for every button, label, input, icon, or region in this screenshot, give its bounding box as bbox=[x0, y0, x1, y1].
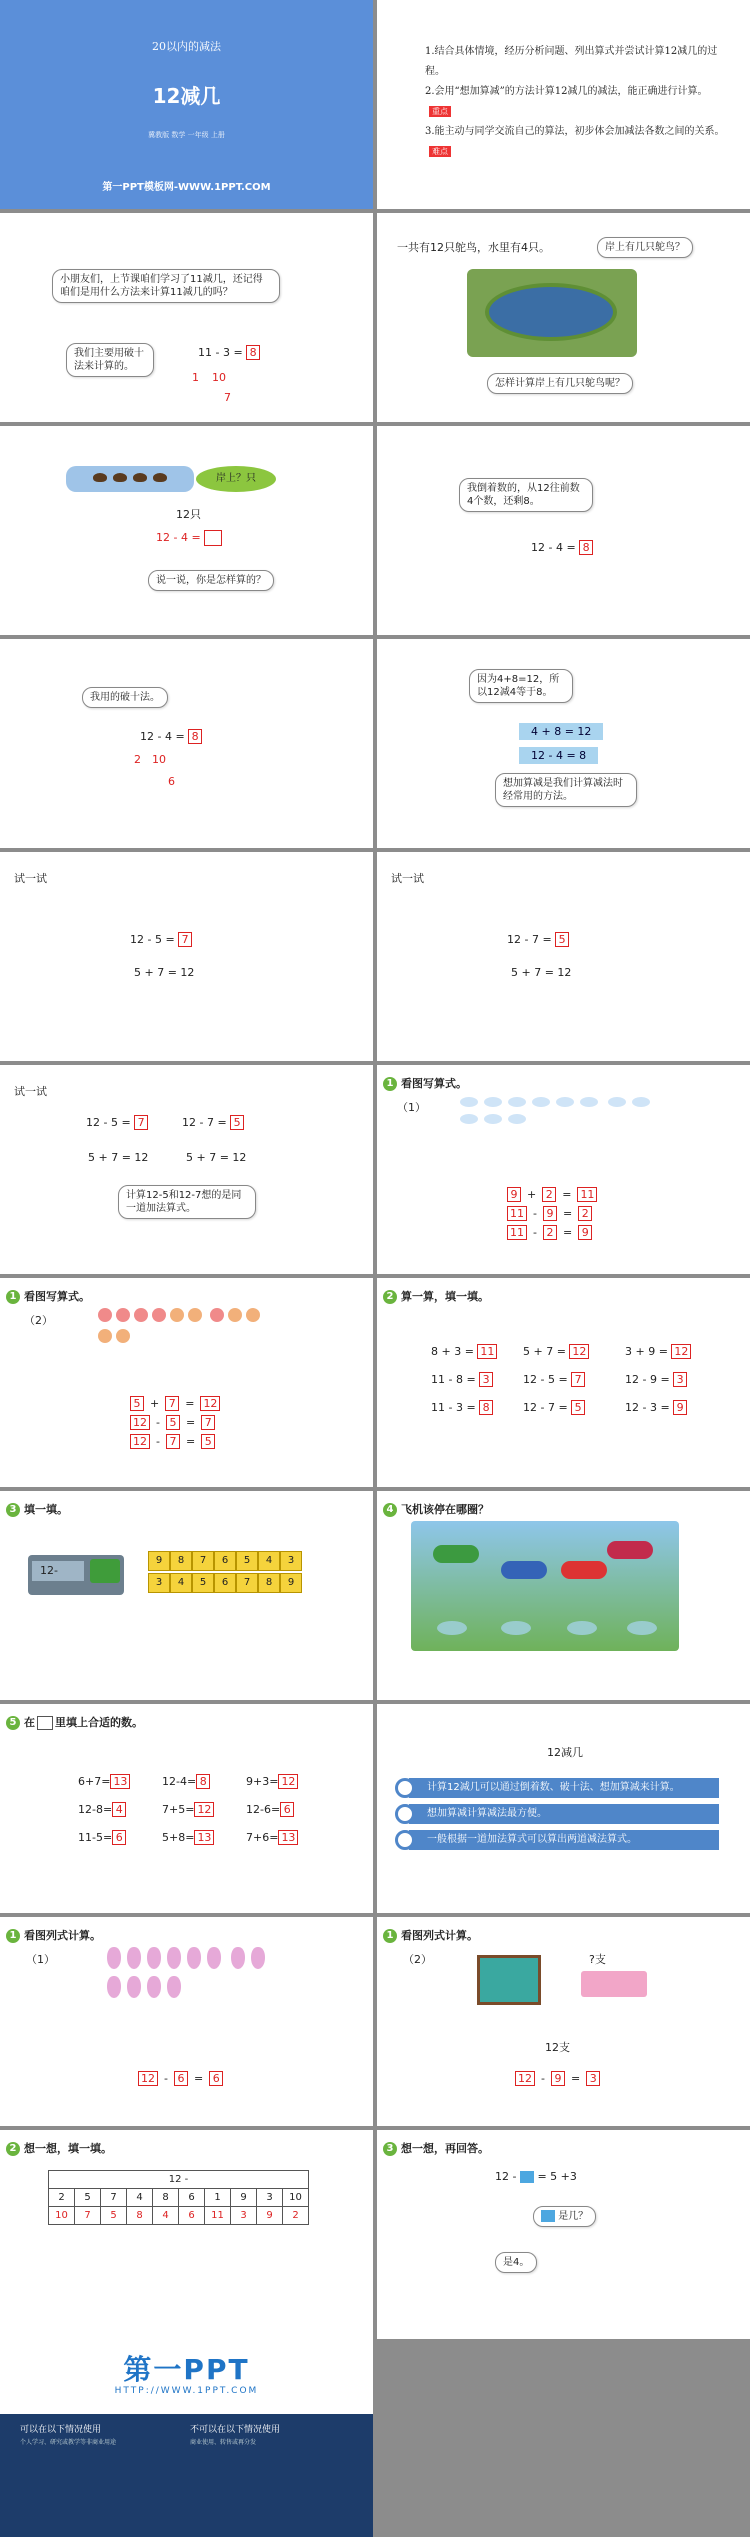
table-cell: 7 bbox=[101, 2189, 127, 2207]
try-eq-2: 5 + 7 = 12 bbox=[511, 966, 572, 979]
count-back-result: 8 bbox=[579, 540, 593, 555]
answer-box: 9 bbox=[543, 1206, 557, 1221]
count-back-equation: 12 - 4 = 8 bbox=[531, 540, 593, 555]
answer-box: 2 bbox=[578, 1206, 592, 1221]
slide-goals bbox=[377, 0, 750, 209]
review-result: 8 bbox=[246, 345, 260, 360]
count-back-bubble: 我倒着数的，从12往前数4个数，还剩8。 bbox=[459, 478, 593, 512]
table-cell: 11 bbox=[205, 2207, 231, 2225]
operator: = bbox=[570, 2072, 581, 2085]
answer-box: 11 bbox=[577, 1187, 597, 1202]
operator: = bbox=[562, 1188, 572, 1201]
cover-site: 第一PPT模板网-WWW.1PPT.COM bbox=[102, 182, 271, 193]
equation-rows bbox=[130, 1392, 220, 1453]
answer-box: 13 bbox=[278, 1830, 298, 1845]
cube-cell: 7 bbox=[192, 1551, 214, 1571]
shore-label: 岸上？只 bbox=[196, 466, 276, 492]
answer-box: 12 bbox=[278, 1774, 298, 1789]
answer-box: 12 bbox=[200, 1396, 220, 1411]
try-heading: 试一试 bbox=[391, 872, 424, 885]
total-label: 12支 bbox=[545, 2041, 570, 2054]
try-heading: 试一试 bbox=[14, 872, 47, 885]
pencil-box-picture bbox=[477, 1955, 541, 2005]
answer-bubble: 是4。 bbox=[495, 2252, 537, 2273]
answer-box: 13 bbox=[110, 1774, 130, 1789]
table-cell: 8 bbox=[153, 2189, 179, 2207]
key-point-flag: 重点 bbox=[429, 106, 451, 117]
answer-box: 11 bbox=[507, 1206, 527, 1221]
table-cell: 5 bbox=[101, 2207, 127, 2225]
answer-box: 8 bbox=[479, 1400, 493, 1415]
answer-box: 6 bbox=[280, 1802, 294, 1817]
cube-row-bottom bbox=[148, 1573, 302, 1593]
equation-row bbox=[507, 1225, 597, 1240]
goal-item-3: 3.能主动与同学交流自己的算法，初步体会加减法各数之间的关系。难点 bbox=[425, 126, 725, 156]
part-label: （2） bbox=[24, 1314, 53, 1327]
answer-box: 7 bbox=[571, 1372, 585, 1387]
fill-item: 9+3= 12 bbox=[246, 1774, 298, 1789]
student-bubble: 我们主要用破十法来计算的。 bbox=[66, 343, 154, 377]
cube-cell: 9 bbox=[148, 1551, 170, 1571]
cube-cell: 4 bbox=[170, 1573, 192, 1593]
shore-equation: 12 - 4 = bbox=[156, 530, 222, 546]
table-cell: 5 bbox=[75, 2189, 101, 2207]
cube-cell: 6 bbox=[214, 1551, 236, 1571]
fill-item: 7+5= 12 bbox=[162, 1802, 214, 1817]
answer-box: 7 bbox=[165, 1396, 179, 1411]
footer-logo: 第一PPT bbox=[123, 2353, 250, 2386]
cover-meta: 冀教版 数学 一年级 上册 bbox=[148, 131, 225, 139]
summary-dot-3 bbox=[395, 1830, 415, 1850]
cube-cell: 8 bbox=[170, 1551, 192, 1571]
goal-list bbox=[425, 42, 725, 162]
slide-practice-3 bbox=[377, 2130, 750, 2339]
answer-box: 7 bbox=[166, 1434, 180, 1449]
review-equation: 11 - 3 = 8 bbox=[198, 345, 260, 360]
exercise-heading: 2 想一想，填一填。 bbox=[6, 2140, 112, 2156]
equation-rows bbox=[507, 1183, 597, 1244]
answer-box: 3 bbox=[479, 1372, 493, 1387]
slide-summary bbox=[377, 1704, 750, 1913]
exercise-heading: 3 想一想，再回答。 bbox=[383, 2140, 489, 2156]
operator: - bbox=[533, 1207, 537, 1220]
pond-water bbox=[485, 283, 617, 341]
total-label: 12只 bbox=[176, 508, 201, 521]
subtraction-table bbox=[48, 2170, 309, 2225]
cube-cell: 8 bbox=[258, 1573, 280, 1593]
calc-item: 12 - 9 = 3 bbox=[625, 1372, 687, 1387]
answer-box: 11 bbox=[477, 1344, 497, 1359]
split-3: 7 bbox=[224, 391, 231, 404]
table-cell: 2 bbox=[283, 2207, 309, 2225]
slide-shore bbox=[0, 426, 373, 635]
summary-dot-1 bbox=[395, 1778, 415, 1798]
try-eq-2: 5 + 7 = 12 bbox=[134, 966, 195, 979]
sub-equation: 12 - 4 = 8 bbox=[519, 747, 598, 764]
answer-box: 2 bbox=[543, 1225, 557, 1240]
add-bubble: 因为4+8=12，所以12减4等于8。 bbox=[469, 669, 573, 703]
table-cell: 2 bbox=[49, 2189, 75, 2207]
goal-item-1: 1.结合具体情境，经历分析问题、列出算式并尝试计算12减几的过程。 bbox=[425, 46, 718, 77]
answer-box: 4 bbox=[112, 1802, 126, 1817]
summary-item-2: 想加算减计算减法最方便。 bbox=[409, 1804, 719, 1824]
slide-try-1 bbox=[0, 852, 373, 1061]
answer-box: 13 bbox=[194, 1830, 214, 1845]
calc-item: 8 + 3 = 11 bbox=[431, 1344, 497, 1359]
cover-title: 12减几 bbox=[152, 84, 221, 108]
exercise-heading: 2 算一算，填一填。 bbox=[383, 1288, 489, 1304]
can-use-column: 可以在以下情况使用 个人学习、研究或教学等非商业用途 bbox=[20, 2425, 117, 2446]
calc-item: 12 - 7 = 5 bbox=[523, 1400, 585, 1415]
slide-practice-1a bbox=[0, 1917, 373, 2126]
cannot-use-column: 不可以在以下情况使用 商业使用、转售或再分发 bbox=[190, 2425, 281, 2446]
table-cell: 10 bbox=[283, 2189, 309, 2207]
ducks-picture bbox=[66, 466, 194, 492]
truck-label: 12- bbox=[32, 1561, 84, 1581]
slide-exercise-1a bbox=[377, 1065, 750, 1274]
footer-slide bbox=[0, 2328, 373, 2537]
slide-exercise-2 bbox=[377, 1278, 750, 1487]
table-cell: 4 bbox=[127, 2189, 153, 2207]
fill-item: 12-8= 4 bbox=[78, 1802, 126, 1817]
truck-picture bbox=[28, 1555, 124, 1595]
operator: + bbox=[527, 1188, 537, 1201]
practice-equation bbox=[515, 2067, 600, 2090]
try-eq-3: 5 + 7 = 12 bbox=[88, 1151, 149, 1164]
equation-row bbox=[507, 1206, 597, 1221]
slide-exercise-3 bbox=[0, 1491, 373, 1700]
exercise-heading: 5 在 里填上合适的数。 bbox=[6, 1714, 143, 1730]
footer-band bbox=[0, 2414, 373, 2537]
try-eq-1: 12 - 5 = 7 bbox=[130, 932, 192, 947]
cube-cell: 6 bbox=[214, 1573, 236, 1593]
table-cell: 4 bbox=[153, 2207, 179, 2225]
teacher-bubble: 小朋友们，上节课咱们学习了11减几，还记得咱们是用什么方法来计算11减几的吗？ bbox=[52, 269, 280, 303]
table-row-top bbox=[49, 2189, 309, 2207]
answer-box: 3 bbox=[586, 2071, 600, 2086]
answer-box: 9 bbox=[578, 1225, 592, 1240]
operator: - bbox=[541, 2072, 545, 2085]
fill-item: 7+6= 13 bbox=[246, 1830, 298, 1845]
slide-add-to-subtract bbox=[377, 639, 750, 848]
operator: - bbox=[156, 1416, 160, 1429]
equation-row bbox=[130, 1396, 220, 1411]
planes-picture bbox=[411, 1521, 679, 1651]
flowers-picture bbox=[96, 1306, 266, 1348]
exercise-heading: 1 看图列式计算。 bbox=[6, 1927, 101, 1943]
cube-cell: 5 bbox=[236, 1551, 258, 1571]
method-note: 想加算减是我们计算减法时经常用的方法。 bbox=[495, 773, 637, 807]
operator: = bbox=[562, 1207, 573, 1220]
split-2: 10 bbox=[212, 371, 226, 384]
table-row-bottom bbox=[49, 2207, 309, 2225]
birds-picture bbox=[457, 1095, 657, 1129]
try-eq-4: 5 + 7 = 12 bbox=[186, 1151, 247, 1164]
slide-try-2 bbox=[377, 852, 750, 1061]
table-cell: 6 bbox=[179, 2207, 205, 2225]
truck-cab bbox=[90, 1559, 120, 1583]
slide-review bbox=[0, 213, 373, 422]
operator: - bbox=[164, 2072, 168, 2085]
table-cell: 7 bbox=[75, 2207, 101, 2225]
calc-item: 11 - 8 = 3 bbox=[431, 1372, 493, 1387]
break-ten-result: 8 bbox=[188, 729, 202, 744]
slide-cover bbox=[0, 0, 373, 209]
fill-item: 12-4= 8 bbox=[162, 1774, 210, 1789]
break-split-1: 2 bbox=[134, 753, 141, 766]
answer-box: 9 bbox=[673, 1400, 687, 1415]
cube-cell: 4 bbox=[258, 1551, 280, 1571]
operator: = bbox=[562, 1226, 573, 1239]
part-label: （1） bbox=[397, 1101, 426, 1114]
difficult-point-flag: 难点 bbox=[429, 146, 451, 157]
cube-row-top bbox=[148, 1551, 302, 1571]
summary-title: 12减几 bbox=[547, 1746, 583, 1759]
operator: = bbox=[185, 1397, 195, 1410]
cube-cell: 3 bbox=[280, 1551, 302, 1571]
answer-box: 9 bbox=[507, 1187, 521, 1202]
calc-item: 12 - 3 = 9 bbox=[625, 1400, 687, 1415]
answer-box: 6 bbox=[112, 1830, 126, 1845]
exercise-heading: 3 填一填。 bbox=[6, 1501, 68, 1517]
answer-box: 12 bbox=[515, 2071, 535, 2086]
answer-box: 3 bbox=[673, 1372, 687, 1387]
cube-cell: 3 bbox=[148, 1573, 170, 1593]
answer-box: 12 bbox=[194, 1802, 214, 1817]
answer-box: 12 bbox=[130, 1415, 150, 1430]
fill-item: 6+7= 13 bbox=[78, 1774, 130, 1789]
answer-box: 12 bbox=[130, 1434, 150, 1449]
pond-picture bbox=[467, 269, 637, 357]
cover-subtitle: 20以内的减法 bbox=[152, 40, 221, 53]
part-label: （2） bbox=[403, 1953, 432, 1966]
pencil-case-picture bbox=[581, 1971, 647, 1997]
table-cell: 3 bbox=[231, 2207, 257, 2225]
slide-break-ten bbox=[0, 639, 373, 848]
footer-url: HTTP://WWW.1PPT.COM bbox=[114, 2386, 259, 2396]
try-eq-2: 12 - 7 = 5 bbox=[182, 1115, 244, 1130]
answer-box: 11 bbox=[507, 1225, 527, 1240]
operator: = bbox=[193, 2072, 204, 2085]
answer-box: 5 bbox=[201, 1434, 215, 1449]
cube-cell: 7 bbox=[236, 1573, 258, 1593]
slide-exercise-5 bbox=[0, 1704, 373, 1913]
equation-row bbox=[515, 2071, 600, 2086]
operator: - bbox=[533, 1226, 537, 1239]
answer-box: 5 bbox=[166, 1415, 180, 1430]
table-cell: 3 bbox=[257, 2189, 283, 2207]
split-1: 1 bbox=[192, 371, 199, 384]
exercise-heading: 4 飞机该停在哪圈？ bbox=[383, 1501, 489, 1517]
calc-item: 12 - 5 = 7 bbox=[523, 1372, 585, 1387]
try-eq-1: 12 - 7 = 5 bbox=[507, 932, 569, 947]
table-cell: 6 bbox=[179, 2189, 205, 2207]
try-eq-1: 12 - 5 = 7 bbox=[86, 1115, 148, 1130]
answer-box: 12 bbox=[138, 2071, 158, 2086]
goal-item-2: 2.会用“想加算减”的方法计算12减几的减法，能正确进行计算。重点 bbox=[425, 86, 708, 116]
question-bubble: 是几？ bbox=[533, 2206, 596, 2227]
table-cell: 1 bbox=[205, 2189, 231, 2207]
operator: = bbox=[185, 1416, 196, 1429]
slide-practice-1b bbox=[377, 1917, 750, 2126]
summary-dot-2 bbox=[395, 1804, 415, 1824]
unknown-label: ?支 bbox=[589, 1953, 606, 1966]
calc-item: 11 - 3 = 8 bbox=[431, 1400, 493, 1415]
table-cell: 9 bbox=[231, 2189, 257, 2207]
answer-box: 6 bbox=[174, 2071, 188, 2086]
operator: - bbox=[156, 1435, 160, 1448]
break-split-3: 6 bbox=[168, 775, 175, 788]
calc-item: 3 + 9 = 12 bbox=[625, 1344, 691, 1359]
answer-box: 5 bbox=[130, 1396, 144, 1411]
part-label: （1） bbox=[26, 1953, 55, 1966]
answer-box: 12 bbox=[671, 1344, 691, 1359]
answer-box: 8 bbox=[196, 1774, 210, 1789]
answer-box: 6 bbox=[209, 2071, 223, 2086]
answer-box: 7 bbox=[201, 1415, 215, 1430]
table-cell: 9 bbox=[257, 2207, 283, 2225]
exercise-heading: 1 看图写算式。 bbox=[383, 1075, 467, 1091]
question-bubble-2: 怎样计算岸上有几只鸵鸟呢？ bbox=[487, 373, 633, 394]
explain-prompt: 说一说，你是怎样算的？ bbox=[148, 570, 274, 591]
exercise-heading: 1 看图列式计算。 bbox=[383, 1927, 478, 1943]
gourds-picture bbox=[104, 1945, 268, 2003]
answer-box: 9 bbox=[551, 2071, 565, 2086]
practice-equation bbox=[138, 2067, 223, 2090]
slide-practice-2 bbox=[0, 2130, 373, 2339]
slide-exercise-4 bbox=[377, 1491, 750, 1700]
cube-cell: 5 bbox=[192, 1573, 214, 1593]
table-head: 12 - bbox=[49, 2171, 309, 2189]
question-bubble-1: 岸上有几只鸵鸟？ bbox=[597, 237, 693, 258]
add-equation: 4 + 8 = 12 bbox=[519, 723, 603, 740]
calc-item: 5 + 7 = 12 bbox=[523, 1344, 589, 1359]
same-addition-note: 计算12-5和12-7想的是同一道加法算式。 bbox=[118, 1185, 256, 1219]
operator: = bbox=[185, 1435, 196, 1448]
break-ten-equation: 12 - 4 = 8 bbox=[140, 729, 202, 744]
equation-row bbox=[130, 1415, 220, 1430]
answer-box: 5 bbox=[571, 1400, 585, 1415]
break-ten-bubble: 我用的破十法。 bbox=[82, 687, 168, 708]
equation-row bbox=[138, 2071, 223, 2086]
table-cell: 10 bbox=[49, 2207, 75, 2225]
answer-box: 12 bbox=[569, 1344, 589, 1359]
equation-row bbox=[130, 1434, 220, 1449]
fill-item: 5+8= 13 bbox=[162, 1830, 214, 1845]
try-heading: 试一试 bbox=[14, 1085, 47, 1098]
scene-text: 一共有12只鸵鸟，水里有4只。 bbox=[397, 241, 550, 254]
operator: + bbox=[150, 1397, 160, 1410]
fill-item: 12-6= 6 bbox=[246, 1802, 294, 1817]
table-cell: 8 bbox=[127, 2207, 153, 2225]
slide-count-back bbox=[377, 426, 750, 635]
answer-box: 2 bbox=[542, 1187, 556, 1202]
slide-ostrich-scene bbox=[377, 213, 750, 422]
slide-try-3 bbox=[0, 1065, 373, 1274]
question-equation: 12 - = 5 +3 bbox=[495, 2170, 577, 2183]
summary-item-3: 一般根据一道加法算式可以算出两道减法算式。 bbox=[409, 1830, 719, 1850]
exercise-heading: 1 看图写算式。 bbox=[6, 1288, 90, 1304]
equation-row bbox=[507, 1187, 597, 1202]
cube-cell: 9 bbox=[280, 1573, 302, 1593]
fill-item: 11-5= 6 bbox=[78, 1830, 126, 1845]
break-split-2: 10 bbox=[152, 753, 166, 766]
slide-exercise-1b bbox=[0, 1278, 373, 1487]
summary-item-1: 计算12减几可以通过倒着数、破十法、想加算减来计算。 bbox=[409, 1778, 719, 1798]
